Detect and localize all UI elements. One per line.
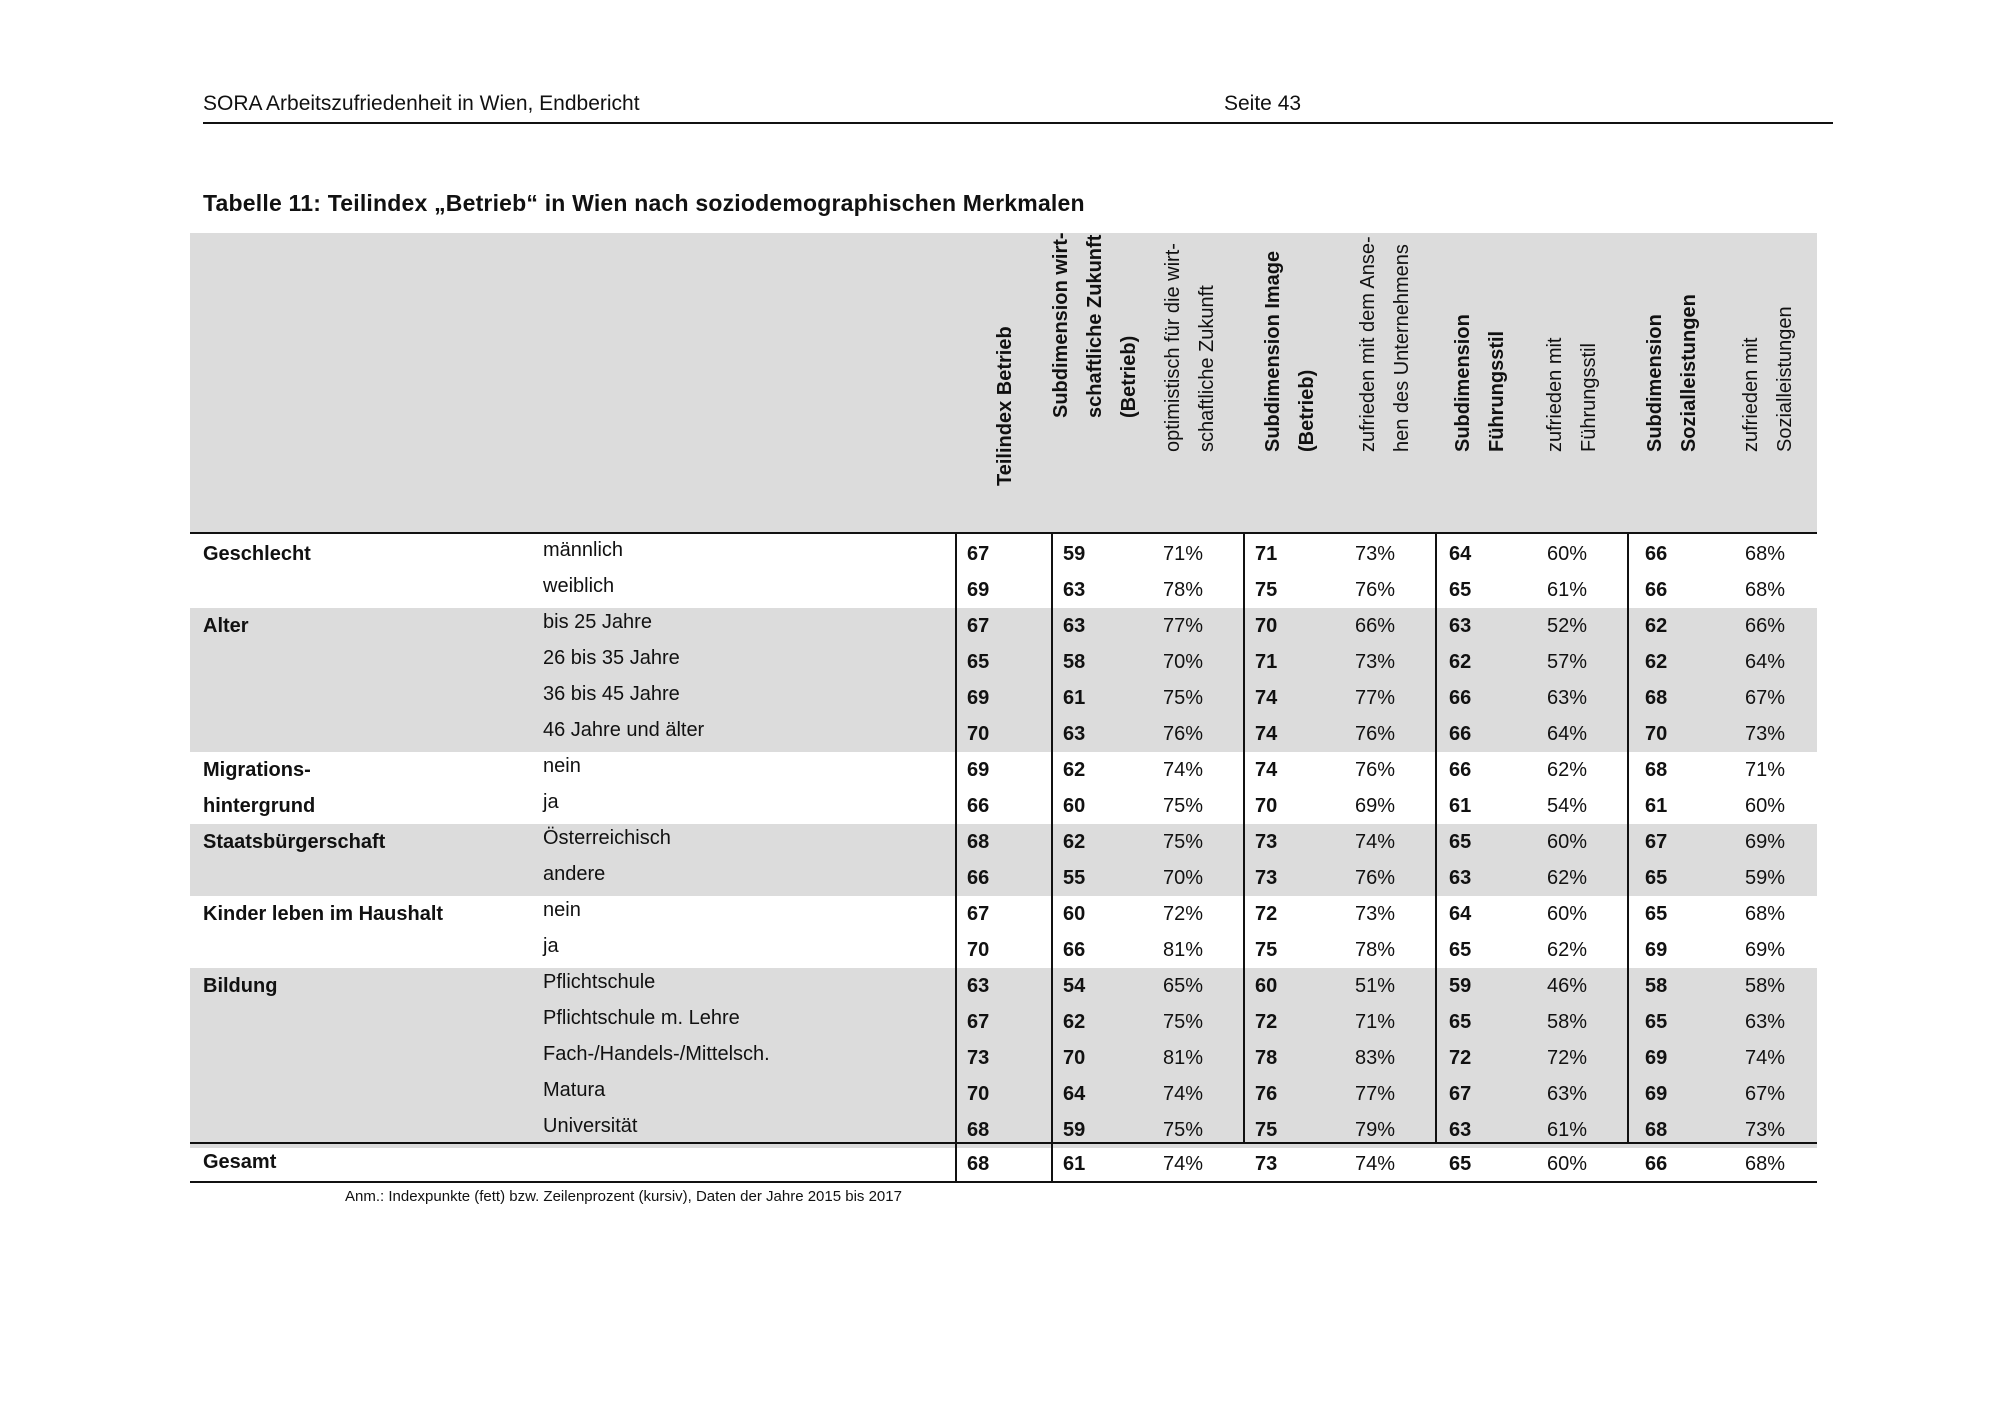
row-label: Matura (543, 1079, 606, 1101)
table-cell: 55 (1063, 867, 1086, 889)
table-cell: 63 (1449, 1119, 1472, 1141)
table-cell: 76% (1355, 867, 1396, 889)
table-cell: 60% (1547, 903, 1588, 925)
column-header (965, 233, 1045, 532)
table-cell: 58 (1063, 651, 1086, 673)
table-cell: 66 (967, 795, 990, 817)
table-cell: 57% (1547, 651, 1588, 673)
table-cell: 73% (1355, 903, 1396, 925)
table-cell: 70 (967, 1083, 990, 1105)
table-cell: 67 (967, 543, 990, 565)
table-cell: 63 (967, 975, 990, 997)
table-cell: 70 (1645, 723, 1668, 745)
table-cell: 70 (1255, 795, 1278, 817)
table-cell: 76% (1355, 723, 1396, 745)
table-cell: 71 (1255, 543, 1278, 565)
table-cell: 81% (1163, 939, 1204, 961)
table-cell: 83% (1355, 1047, 1396, 1069)
table-cell: 74% (1355, 831, 1396, 853)
table-cell: 75 (1255, 939, 1278, 961)
table-cell: 64 (1449, 903, 1472, 925)
table-cell: 66 (967, 867, 990, 889)
table-cell: 65 (967, 651, 990, 673)
table-cell: 59 (1063, 1119, 1086, 1141)
table-cell: 76 (1255, 1083, 1278, 1105)
row-label: 46 Jahre und älter (543, 719, 705, 741)
document-title: SORA Arbeitszufriedenheit in Wien, Endbericht (203, 92, 640, 115)
column-header (1240, 233, 1340, 532)
table-cell: 63 (1063, 579, 1086, 601)
column-header-label: zufrieden mit dem Anse- hen des Unternehmens (1357, 236, 1413, 452)
table-cell: 72 (1255, 1011, 1278, 1033)
table-cell: 68 (967, 1119, 990, 1141)
row-label: Österreichisch (543, 827, 671, 849)
table-cell: 63% (1547, 687, 1588, 709)
column-separator (1243, 534, 1245, 1142)
table-cell: 65 (1449, 1011, 1472, 1033)
row-label: nein (543, 899, 581, 921)
table-cell: 64% (1547, 723, 1588, 745)
table-cell: 71% (1163, 543, 1204, 565)
page-header (203, 90, 1833, 124)
table-cell: 65 (1449, 939, 1472, 961)
table-cell: 64 (1449, 543, 1472, 565)
total-cell: 65 (1449, 1153, 1472, 1175)
table-cell: 67 (1449, 1083, 1472, 1105)
table-cell: 65% (1163, 975, 1204, 997)
table-cell: 70 (967, 939, 990, 961)
table-cell: 62% (1547, 759, 1588, 781)
group-label: Kinder leben im Haushalt (203, 903, 444, 925)
table-cell: 73 (967, 1047, 990, 1069)
table-cell: 52% (1547, 615, 1588, 637)
table-cell: 62 (1063, 1011, 1086, 1033)
column-header (1532, 233, 1612, 532)
column-separator (1627, 534, 1629, 1142)
total-cell: 68% (1745, 1153, 1786, 1175)
table-cell: 63 (1063, 615, 1086, 637)
total-cell: 60% (1547, 1153, 1588, 1175)
table-cell: 76% (1355, 759, 1396, 781)
row-label: männlich (543, 539, 624, 561)
table-header-divider (190, 532, 1817, 534)
total-cell: 66 (1645, 1153, 1668, 1175)
table-cell: 66% (1355, 615, 1396, 637)
table-cell: 76% (1355, 579, 1396, 601)
table-cell: 65 (1449, 579, 1472, 601)
table-cell: 51% (1355, 975, 1396, 997)
table-cell: 59 (1449, 975, 1472, 997)
table-cell: 73% (1355, 651, 1396, 673)
table-cell: 62 (1645, 615, 1668, 637)
total-cell: 73 (1255, 1153, 1278, 1175)
table-cell: 61 (1449, 795, 1472, 817)
column-header-label: Subdimension wirt- schaftliche Zukunft (Betrieb) (1050, 232, 1140, 418)
row-label: Pflichtschule (543, 971, 656, 993)
table-cell: 61 (1645, 795, 1668, 817)
table-cell: 68% (1745, 579, 1786, 601)
table-cell: 74% (1163, 1083, 1204, 1105)
table-cell: 70% (1163, 651, 1204, 673)
total-cell: 74% (1355, 1153, 1396, 1175)
table-cell: 66 (1063, 939, 1086, 961)
table-cell: 62 (1063, 831, 1086, 853)
table-cell: 72 (1255, 903, 1278, 925)
column-separator (1051, 534, 1053, 1142)
table-cell: 79% (1355, 1119, 1396, 1141)
table-cell: 59 (1063, 543, 1086, 565)
table-cell: 62 (1449, 651, 1472, 673)
table-cell: 69 (1645, 1047, 1668, 1069)
table-cell: 78% (1355, 939, 1396, 961)
table-cell: 68% (1745, 543, 1786, 565)
table-cell: 67 (1645, 831, 1668, 853)
column-header-label: Teilindex Betrieb (994, 326, 1016, 486)
table-cell: 78% (1163, 579, 1204, 601)
table-cell: 71% (1355, 1011, 1396, 1033)
total-cell: 61 (1063, 1153, 1086, 1175)
column-header (1040, 233, 1150, 532)
table-cell: 69 (967, 687, 990, 709)
row-label: 36 bis 45 Jahre (543, 683, 680, 705)
row-label: ja (543, 935, 559, 957)
column-header-label: Subdimension Sozialleistungen (1644, 294, 1700, 452)
table-cell: 60% (1745, 795, 1786, 817)
table-cell: 60 (1063, 903, 1086, 925)
table-cell: 68 (1645, 759, 1668, 781)
table-cell: 60 (1063, 795, 1086, 817)
table-cell: 75% (1163, 795, 1204, 817)
column-header-label: zufrieden mit Führungsstil (1544, 337, 1600, 452)
table-cell: 46% (1547, 975, 1588, 997)
total-cell: 68 (967, 1153, 990, 1175)
table-cell: 66 (1449, 687, 1472, 709)
column-separator (955, 534, 957, 1142)
total-label: Gesamt (203, 1151, 277, 1173)
table-cell: 75 (1255, 579, 1278, 601)
table-cell: 76% (1163, 723, 1204, 745)
table-cell: 74 (1255, 687, 1278, 709)
column-header-label: Subdimension Image (Betrieb) (1262, 250, 1318, 452)
row-label: Pflichtschule m. Lehre (543, 1007, 740, 1029)
group-label: Geschlecht (203, 543, 311, 565)
table-cell: 71 (1255, 651, 1278, 673)
table-cell: 62% (1547, 939, 1588, 961)
column-header (1632, 233, 1712, 532)
total-cell: 74% (1163, 1153, 1204, 1175)
table-cell: 61 (1063, 687, 1086, 709)
table-cell: 73 (1255, 831, 1278, 853)
table-cell: 66 (1449, 723, 1472, 745)
table-cell: 74 (1255, 759, 1278, 781)
table-cell: 81% (1163, 1047, 1204, 1069)
table-cell: 61% (1547, 1119, 1588, 1141)
row-label: Fach-/Handels-/Mittelsch. (543, 1043, 770, 1065)
column-header (1145, 233, 1235, 532)
table-cell: 72% (1547, 1047, 1588, 1069)
row-label: 26 bis 35 Jahre (543, 647, 680, 669)
table-cell: 66% (1745, 615, 1786, 637)
table-cell: 62% (1547, 867, 1588, 889)
table-cell: 70 (1063, 1047, 1086, 1069)
table-cell: 63 (1449, 615, 1472, 637)
table-cell: 60% (1547, 831, 1588, 853)
table-cell: 75% (1163, 687, 1204, 709)
table-cell: 65 (1645, 1011, 1668, 1033)
table-cell: 68% (1745, 903, 1786, 925)
table-cell: 75% (1163, 1119, 1204, 1141)
table-cell: 66 (1449, 759, 1472, 781)
row-label: ja (543, 791, 559, 813)
table-cell: 78 (1255, 1047, 1278, 1069)
table-cell: 73% (1355, 543, 1396, 565)
table-cell: 69 (967, 579, 990, 601)
table-cell: 77% (1355, 1083, 1396, 1105)
table-cell: 70 (967, 723, 990, 745)
table-cell: 69% (1355, 795, 1396, 817)
table-cell: 66 (1645, 579, 1668, 601)
table-cell: 77% (1163, 615, 1204, 637)
table-cell: 63% (1547, 1083, 1588, 1105)
column-header (1728, 233, 1808, 532)
table-cell: 69 (967, 759, 990, 781)
table-cell: 60% (1547, 543, 1588, 565)
table-cell: 69% (1745, 939, 1786, 961)
row-label: bis 25 Jahre (543, 611, 652, 633)
table-cell: 73% (1745, 723, 1786, 745)
group-label: Alter (203, 615, 249, 637)
table-cell: 67 (967, 615, 990, 637)
table-cell: 68 (1645, 1119, 1668, 1141)
table-cell: 69% (1745, 831, 1786, 853)
table-cell: 73% (1745, 1119, 1786, 1141)
column-header (1440, 233, 1520, 532)
total-row-top-border (190, 1142, 1817, 1144)
column-header (1335, 233, 1435, 532)
table-cell: 65 (1645, 867, 1668, 889)
table-cell: 74 (1255, 723, 1278, 745)
table-cell: 77% (1355, 687, 1396, 709)
table-cell: 68 (967, 831, 990, 853)
table-cell: 70 (1255, 615, 1278, 637)
table-cell: 61% (1547, 579, 1588, 601)
table-cell: 69 (1645, 939, 1668, 961)
row-label: Universität (543, 1115, 638, 1137)
group-label: Bildung (203, 975, 278, 997)
table-cell: 63 (1063, 723, 1086, 745)
table-footnote: Anm.: Indexpunkte (fett) bzw. Zeilenprozent (kursiv), Daten der Jahre 2015 bis 2017 (345, 1188, 902, 1205)
table-cell: 62 (1645, 651, 1668, 673)
table-cell: 59% (1745, 867, 1786, 889)
table-cell: 74% (1163, 759, 1204, 781)
table-cell: 69 (1645, 1083, 1668, 1105)
column-separator (955, 1144, 957, 1181)
table-cell: 72% (1163, 903, 1204, 925)
table-cell: 65 (1449, 831, 1472, 853)
group-label: Staatsbürgerschaft (203, 831, 386, 853)
table-cell: 64 (1063, 1083, 1086, 1105)
table-bottom-border (190, 1181, 1817, 1183)
table-cell: 74% (1745, 1047, 1786, 1069)
table-cell: 71% (1745, 759, 1786, 781)
table-cell: 67% (1745, 687, 1786, 709)
table-cell: 70% (1163, 867, 1204, 889)
table-cell: 60 (1255, 975, 1278, 997)
table-cell: 72 (1449, 1047, 1472, 1069)
table-cell: 63 (1449, 867, 1472, 889)
table-cell: 64% (1745, 651, 1786, 673)
column-header-label: zufrieden mit Sozialleistungen (1740, 306, 1796, 452)
table-cell: 67 (967, 1011, 990, 1033)
table-cell: 58% (1745, 975, 1786, 997)
row-label: andere (543, 863, 606, 885)
table-cell: 75% (1163, 831, 1204, 853)
table-cell: 54 (1063, 975, 1086, 997)
table-cell: 58 (1645, 975, 1668, 997)
table-cell: 58% (1547, 1011, 1588, 1033)
column-separator (1435, 534, 1437, 1142)
column-header-label: Subdimension Führungsstil (1452, 314, 1508, 452)
table-cell: 62 (1063, 759, 1086, 781)
group-label: Migrations- hintergrund (203, 759, 316, 817)
column-header-label: optimistisch für die wirt- schaftliche Zukunft (1162, 243, 1218, 452)
table-cell: 66 (1645, 543, 1668, 565)
row-label: nein (543, 755, 581, 777)
table-cell: 63% (1745, 1011, 1786, 1033)
column-separator (1051, 1144, 1053, 1181)
table-cell: 68 (1645, 687, 1668, 709)
table-cell: 65 (1645, 903, 1668, 925)
table-cell: 73 (1255, 867, 1278, 889)
table-cell: 67 (967, 903, 990, 925)
row-label: weiblich (543, 575, 615, 597)
table-cell: 75% (1163, 1011, 1204, 1033)
table-cell: 67% (1745, 1083, 1786, 1105)
table-cell: 75 (1255, 1119, 1278, 1141)
page-number: Seite 43 (1224, 92, 1302, 115)
table-caption: Tabelle 11: Teilindex „Betrieb“ in Wien nach soziodemographischen Merkmalen (203, 190, 1085, 216)
table-cell: 54% (1547, 795, 1588, 817)
